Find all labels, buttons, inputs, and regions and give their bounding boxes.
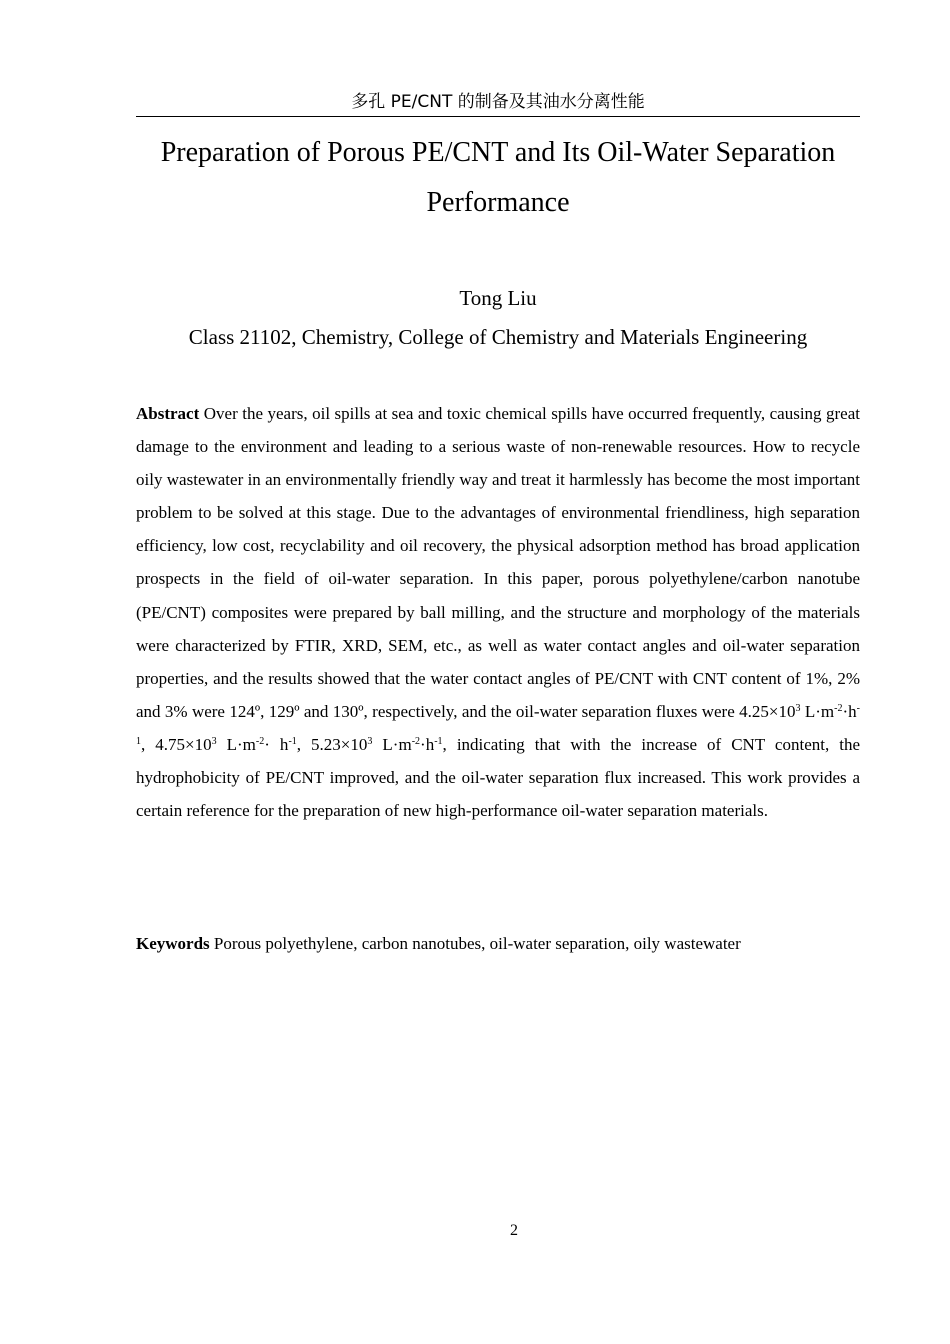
header-rule [136, 116, 860, 117]
running-header: 多孔 PE/CNT 的制备及其油水分离性能 [351, 92, 645, 112]
author-affiliation: Class 21102, Chemistry, College of Chemistry and Materials Engineering [188, 325, 808, 349]
author-name: Tong Liu [459, 286, 537, 310]
abstract-text-end: , indicating that with the increase of CNT content, the hydrophobicity of PE/CNT improved, and the oil-water separation flux increased. This work provides a certain reference for the preparation of new high-performance oil-water separation materials. [136, 734, 860, 821]
abstract-paragraph: Abstract Over the years, oil spills at sea and toxic chemical spills have occurred frequently, causing great damage to the environment and leading to a serious waste of non-renewable resources. How to recycle oily wastewater in an environmentally friendly way and treat it harmlessly has become the most important problem to be solved at this stage. Due to the advantages of environmental friendliness, high separation efficiency, low cost, recyclability and oil recovery, the physical adsorption method has broad application prospects in the field of oil-water separation. In this paper, porous polyethylene/carbon nanotube (PE/CNT) composites were prepared by ball milling, and the structure and morphology of the materials were characterized by FTIR, XRD, SEM, etc., as well as water contact angles and oil-water separation properties, and the results showed that the water contact angles of PE/CNT with CNT content of 1%, 2% and 3% were 124º, 129º and 130º, respectively, and the oil-water separation fluxes were $4.25\times 10^3$ $L\cdot m^{-2}\cdot h^{-1}$, $4.75\times 10^3$ $L\cdot m^{-2}\cdot h^{-1}$, $5.23\times 10^3$ $L\cdot m^{-2}\cdot h^{-1}$, indicating that with the increase of CNT content, the hydrophobicity of PE/CNT improved, and the oil-water separation flux increased. This work provides a certain reference for the preparation of new high-performance oil-water separation materials. [136, 404, 861, 821]
paper-title: Preparation of Porous PE/CNT and Its Oil-Water Separation Performance [160, 137, 836, 218]
abstract-text: Over the years, oil spills at sea and toxic chemical spills have occurred frequently, causing great damage to the environment and leading to a serious waste of non-renewable resources. How to recycle oily wastewater in an environmentally friendly way and treat it harmlessly has become the most important problem to be solved at this stage. Due to the advantages of environmental friendliness, high separation efficiency, low cost, recyclability and oil recovery, the physical adsorption method has broad application prospects in the field of oil-water separation. In this paper, porous polyethylene/carbon nanotube (PE/CNT) composites were prepared by ball milling, and the structure and morphology of the materials were characterized by FTIR, XRD, SEM, etc., as well as water contact angles and oil-water separation properties, and the results showed that the water contact angles of PE/CNT with CNT content of 1%, 2% and 3% were 124º, 129º and 130º, respectively, and the oil-water separation fluxes were [136, 404, 861, 721]
page-number: 2 [510, 1222, 518, 1239]
flux-value-1: $4.25\times 10^3$ $L\cdot m^{-2}\cdot h^{-1}$ [136, 701, 861, 747]
flux-value-3: $5.23\times 10^3$ $L\cdot m^{-2}\cdot h^{-1}$ [311, 734, 443, 754]
flux-value-2: $4.75\times 10^3$ $L\cdot m^{-2}\cdot h^{-1}$ [155, 734, 297, 754]
keywords-text: Porous polyethylene, carbon nanotubes, oil-water separation, oily wastewater [213, 934, 741, 953]
keywords-line [136, 927, 860, 960]
abstract-label: Abstract [136, 404, 200, 423]
keywords-label: Keywords [136, 934, 210, 953]
